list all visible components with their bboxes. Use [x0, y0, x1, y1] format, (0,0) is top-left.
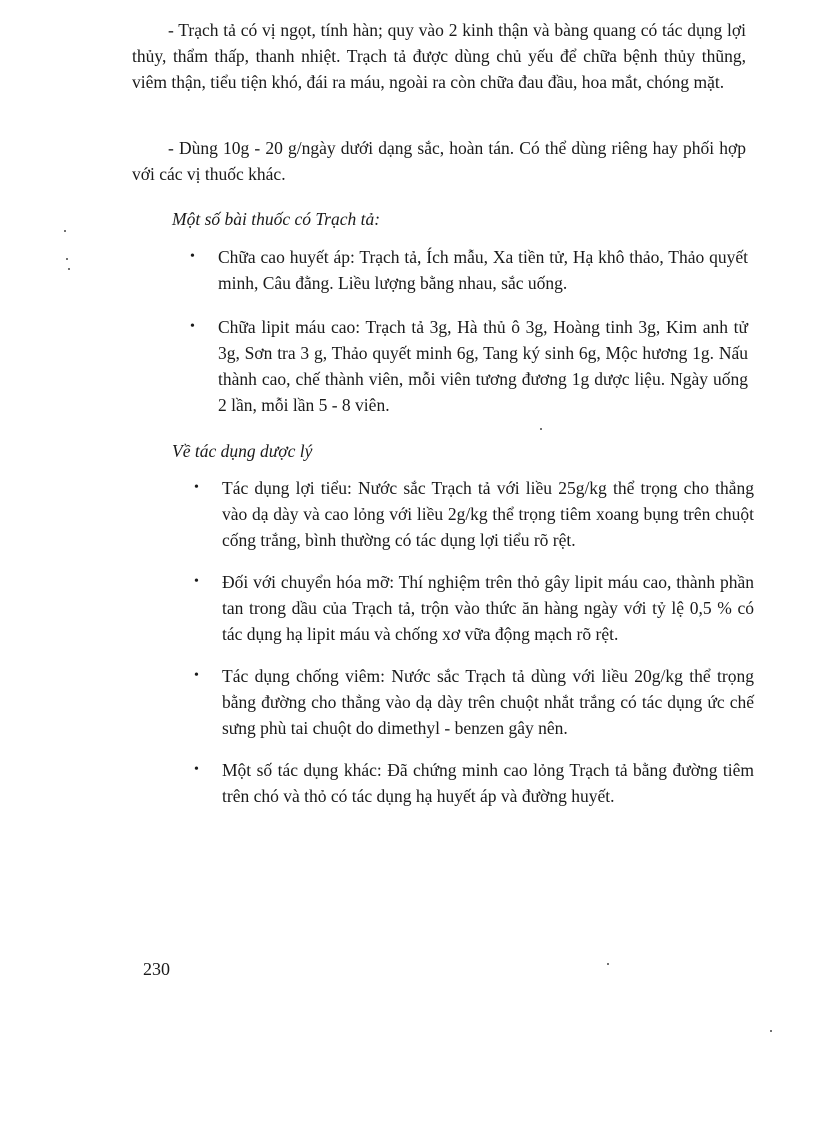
pharmacology-list [194, 475, 754, 809]
scan-speck [607, 963, 609, 965]
bullet-icon: • [190, 249, 195, 264]
paragraph-properties: - Trạch tả có vị ngọt, tính hàn; quy vào 2 kinh thận và bàng quang có tác dụng lợi thủy, thẩm thấp, thanh nhiệt. Trạch tả được dùng chủ yếu để chữa bệnh thủy thũng, viêm thận, tiểu tiện khó, đái ra máu, ngoài ra còn chữa đau đầu, hoa mắt, chóng mặt. [132, 20, 746, 92]
paragraph-dosage: - Dùng 10g - 20 g/ngày dưới dạng sắc, hoàn tán. Có thể dùng riêng hay phối hợp với các vị thuốc khác. [132, 138, 746, 184]
list-item [194, 663, 754, 741]
bullet-icon: • [194, 480, 199, 495]
list-item [194, 757, 754, 809]
list-item-text: Một số tác dụng khác: Đã chứng minh cao lỏng Trạch tả bằng đường tiêm trên chó và thỏ có tác dụng hạ huyết áp và đường huyết. [222, 760, 754, 806]
page-number: 230 [143, 959, 170, 979]
scan-speck [68, 268, 70, 270]
scan-speck [770, 1030, 772, 1032]
list-item-text: Tác dụng chống viêm: Nước sắc Trạch tả dùng với liều 20g/kg thể trọng bằng đường cho thẳng vào dạ dày trên chuột nhắt trắng có tác dụng ức chế sưng phù tai chuột do dimethyl - benzen gây nên. [222, 666, 754, 738]
scan-speck [540, 428, 542, 430]
scan-speck [66, 258, 68, 260]
section-heading-pharmacology: Về tác dụng dược lý [172, 441, 313, 461]
bullet-icon: • [194, 668, 199, 683]
list-item-text: Chữa cao huyết áp: Trạch tả, Ích mẫu, Xa tiền tử, Hạ khô thảo, Thảo quyết minh, Câu đằng. Liều lượng bằng nhau, sắc uống. [218, 247, 748, 293]
list-item [194, 569, 754, 647]
list-item-text: Đối với chuyển hóa mỡ: Thí nghiệm trên thỏ gây lipit máu cao, thành phần tan trong dầu của Trạch tả, trộn vào thức ăn hàng ngày với tỷ lệ 0,5 % có tác dụng hạ lipit máu và chống xơ vữa động mạch rõ rệt. [222, 572, 754, 644]
bullet-icon: • [190, 319, 195, 334]
list-item-text: Tác dụng lợi tiểu: Nước sắc Trạch tả với liều 25g/kg thể trọng cho thẳng vào dạ dày và cao lỏng với liều 2g/kg thể trọng tiêm xoang bụng trên chuột cống trắng, bình thường có tác dụng lợi tiểu rõ rệt. [222, 478, 754, 550]
bullet-icon: • [194, 574, 199, 589]
list-item [190, 314, 748, 418]
list-item [194, 475, 754, 553]
remedies-list [190, 244, 748, 418]
scan-speck [64, 230, 66, 232]
list-item [190, 244, 748, 296]
list-item-text: Chữa lipit máu cao: Trạch tả 3g, Hà thủ ô 3g, Hoàng tinh 3g, Kim anh tử 3g, Sơn tra 3 g, Thảo quyết minh 6g, Tang ký sinh 6g, Mộc hương 1g. Nấu thành cao, chế thành viên, mỗi viên tương đương 1g dược liệu. Ngày uống 2 lần, mỗi lần 5 - 8 viên. [218, 317, 748, 415]
section-heading-remedies: Một số bài thuốc có Trạch tả: [172, 209, 381, 229]
bullet-icon: • [194, 762, 199, 777]
